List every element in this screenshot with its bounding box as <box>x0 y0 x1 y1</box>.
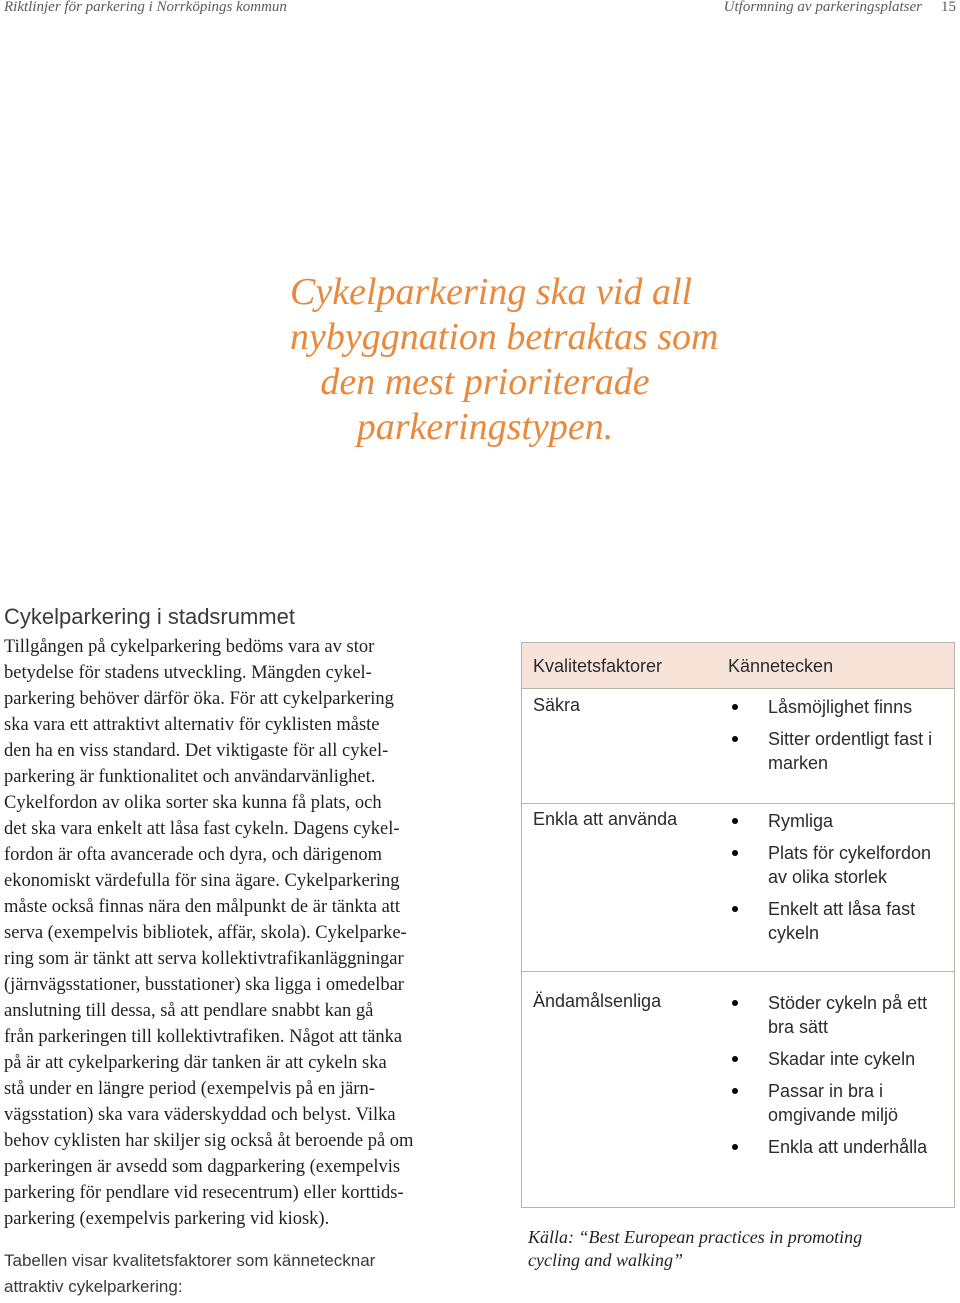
section-heading: Cykelparkering i stadsrummet <box>4 604 295 629</box>
characteristics-list <box>728 695 952 783</box>
bullet-icon <box>732 1000 738 1006</box>
column-header-factors: Kvalitetsfaktorer <box>533 656 663 676</box>
factor-name: Enkla att använda <box>533 809 678 829</box>
body-text <box>4 634 474 1300</box>
characteristics-list <box>728 991 952 1167</box>
list-item-text: Skadar inte cykeln <box>768 1049 916 1069</box>
section-title: Utformning av parkeringsplatser <box>723 0 922 15</box>
bullet-icon <box>732 850 738 856</box>
list-item <box>728 809 952 833</box>
list-item <box>728 695 952 719</box>
list-item <box>728 897 952 945</box>
body-line: stå under en längre period (exempelvis på en järn- <box>4 1079 375 1099</box>
running-title: Riktlinjer för parkering i Norrköpings kommun <box>4 0 287 15</box>
body-line: betydelse för stadens utveckling. Mängden cykel- <box>4 663 372 683</box>
quality-factors-table <box>521 642 955 1208</box>
body-line: vägsstation) ska vara väderskyddad och belyst. Vilka <box>4 1105 396 1125</box>
source-line: Källa: “Best European practices in promoting <box>528 1227 863 1247</box>
bullet-icon <box>732 704 738 710</box>
body-line: behov cyklisten har skiljer sig också åt beroende på om <box>4 1131 414 1151</box>
body-line: anslutning till dessa, så att pendlare snabbt kan gå <box>4 1001 374 1021</box>
body-line: ska vara ett attraktivt alternativ för cyklisten måste <box>4 715 380 735</box>
body-line: parkeringen är avsedd som dagparkering (exempelvis <box>4 1157 401 1177</box>
paragraph-gap <box>4 1232 474 1248</box>
body-line: ring som är tänkt att serva kollektivtrafikanläggningar <box>4 949 404 969</box>
column-header-characteristics: Kännetecken <box>728 656 834 676</box>
list-item-text: Plats för cykelfordon av olika storlek <box>768 843 932 887</box>
body-line: fordon är ofta avancerade och dyra, och därigenom <box>4 845 383 865</box>
bullet-icon <box>732 1144 738 1150</box>
table-header <box>522 643 954 689</box>
pull-quote-line: den mest prioriterade <box>320 361 650 403</box>
body-line: det ska vara enkelt att låsa fast cykeln. Dagens cykel- <box>4 819 400 839</box>
body-line: på är att cykelparkering där tanken är att cykeln ska <box>4 1053 387 1073</box>
closing-line: attraktiv cykelparkering: <box>4 1277 183 1296</box>
body-line: från parkeringen till kollektivtrafiken. Något att tänka <box>4 1027 403 1047</box>
bullet-icon <box>732 1088 738 1094</box>
pull-quote-line: Cykelparkering ska vid all <box>290 271 693 313</box>
list-item <box>728 841 952 889</box>
body-line: Cykelfordon av olika sorter ska kunna få plats, och <box>4 793 382 813</box>
body-line: serva (exempelvis bibliotek, affär, skola). Cykelparke- <box>4 923 407 943</box>
list-item-text: Enkla att underhålla <box>768 1137 928 1157</box>
list-item <box>728 991 952 1039</box>
body-line: måste också finnas nära den målpunkt de är tänkta att <box>4 897 401 917</box>
list-item <box>728 1135 952 1159</box>
factor-name: Säkra <box>533 695 581 715</box>
body-line: den ha en viss standard. Det viktigaste för all cykel- <box>4 741 389 761</box>
list-item-text: Sitter ordentligt fast i marken <box>768 729 933 773</box>
body-line: (järnvägsstationer, busstationer) ska ligga i omedelbar <box>4 975 404 995</box>
list-item-text: Enkelt att låsa fast cykeln <box>768 899 916 943</box>
factor-name: Ändamålsenliga <box>533 991 662 1011</box>
characteristics-list <box>728 809 952 953</box>
row-divider <box>522 803 954 804</box>
body-line: parkering (exempelvis parkering vid kiosk). <box>4 1209 330 1229</box>
bullet-icon <box>732 1056 738 1062</box>
list-item <box>728 1079 952 1127</box>
body-line: Tillgången på cykelparkering bedöms vara av stor <box>4 637 375 657</box>
list-item-text: Passar in bra i omgivande miljö <box>768 1081 899 1125</box>
bullet-icon <box>732 818 738 824</box>
bullet-icon <box>732 736 738 742</box>
list-item <box>728 727 952 775</box>
body-line: ekonomiskt värdefulla för sina ägare. Cykelparkering <box>4 871 400 891</box>
page-header <box>0 0 960 22</box>
source-line: cycling and walking” <box>528 1250 683 1270</box>
list-item-text: Rymliga <box>768 811 834 831</box>
body-line: parkering för pendlare vid resecentrum) eller korttids- <box>4 1183 404 1203</box>
body-line: parkering behöver därför öka. För att cykelparkering <box>4 689 394 709</box>
source-note <box>528 1226 862 1272</box>
closing-line: Tabellen visar kvalitetsfaktorer som kännetecknar <box>4 1251 376 1270</box>
row-divider <box>522 971 954 972</box>
pull-quote <box>290 270 719 450</box>
body-line: parkering är funktionalitet och användarvänlighet. <box>4 767 376 787</box>
list-item-text: Stöder cykeln på ett bra sätt <box>768 993 928 1037</box>
page-number: 15 <box>941 0 956 15</box>
list-item <box>728 1047 952 1071</box>
bullet-icon <box>732 906 738 912</box>
pull-quote-line: parkeringstypen. <box>356 406 614 448</box>
pull-quote-line: nybyggnation betraktas som <box>290 316 719 358</box>
list-item-text: Låsmöjlighet finns <box>768 697 913 717</box>
